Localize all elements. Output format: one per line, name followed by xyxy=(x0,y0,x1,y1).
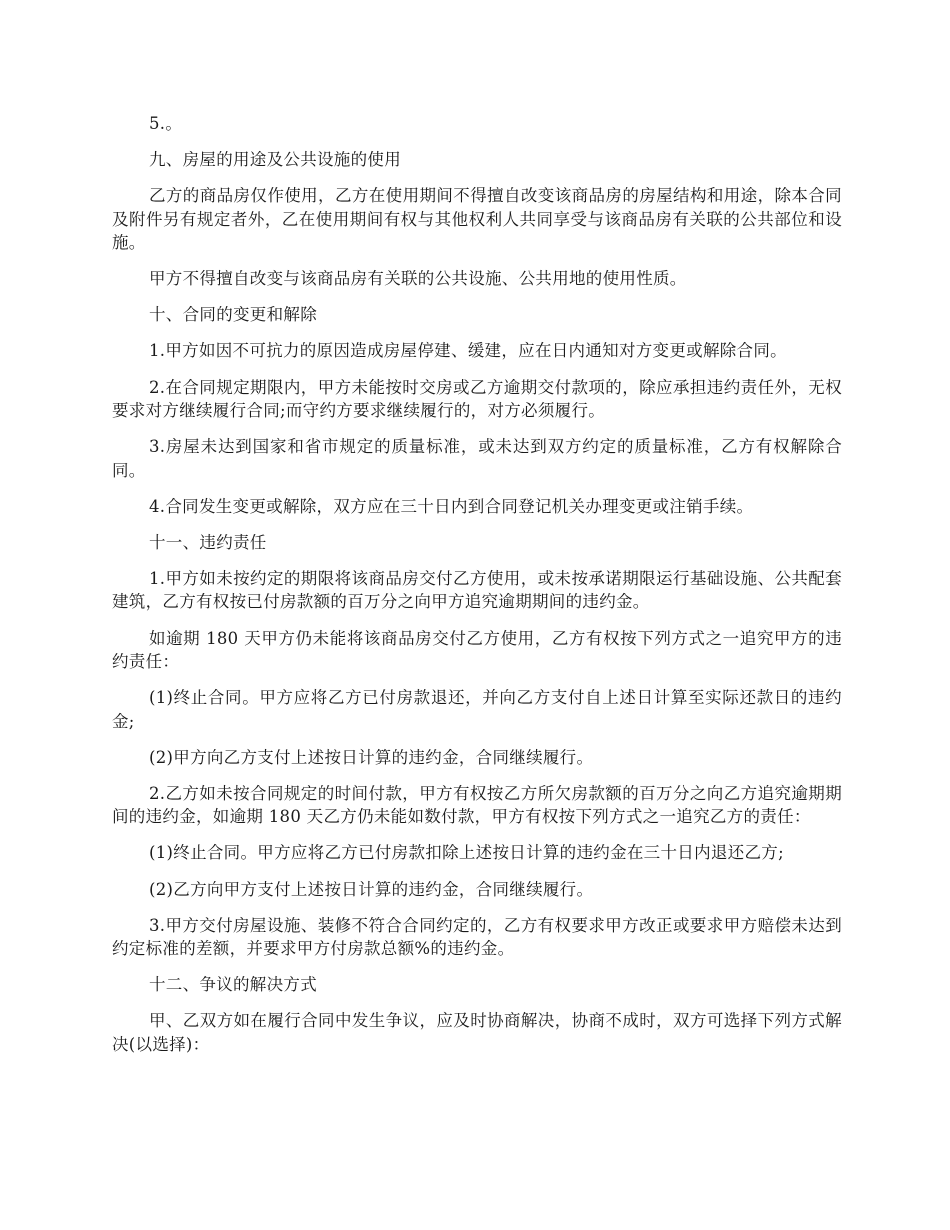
paragraph-dispute-resolution: 甲、乙双方如在履行合同中发生争议，应及时协商解决，协商不成时，双方可选择下列方式解决(以选择)： xyxy=(112,1011,842,1054)
paragraph-force-majeure: 1.甲方如因不可抗力的原因造成房屋停建、缓建，应在日内通知对方变更或解除合同。 xyxy=(149,341,787,361)
paragraph-item-number: 5.。 xyxy=(149,114,183,133)
paragraph-breach-in-term: 2.在合同规定期限内，甲方未能按时交房或乙方逾期交付款项的，除应承担违约责任外，无权要求对方继续履行合同;而守约方要求继续履行的，对方必须履行。 xyxy=(112,377,842,421)
paragraph-public-facilities: 甲方不得擅自改变与该商品房有关联的公共设施、公共用地的使用性质。 xyxy=(149,269,687,289)
paragraph-seller-option-1: (1)终止合同。甲方应将乙方已付房款退还，并向乙方支付自上述日计算至实际还款日的违约金; xyxy=(112,688,842,731)
paragraph-facility-nonconformance: 3.甲方交付房屋设施、装修不符合合同约定的，乙方有权要求甲方改正或要求甲方赔偿未达到约定标准的差额，并要求甲方付房款总额%的违约金。 xyxy=(112,915,842,959)
paragraph-buyer-option-1: (1)终止合同。甲方应将乙方已付房款扣除上述按日计算的违约金在三十日内退还乙方; xyxy=(149,843,784,863)
document-body xyxy=(112,112,842,1069)
paragraph-buyer-option-2: (2)乙方向甲方支付上述按日计算的违约金，合同继续履行。 xyxy=(149,879,594,899)
paragraph-registration: 4.合同发生变更或解除，双方应在三十日内到合同登记机关办理变更或注销手续。 xyxy=(149,496,754,516)
paragraph-seller-delay: 1.甲方如未按约定的期限将该商品房交付乙方使用，或未按承诺期限运行基础设施、公共配套建筑，乙方有权按已付房款额的百万分之向甲方追究逾期期间的违约金。 xyxy=(112,568,842,612)
paragraph-quality-standard: 3.房屋未达到国家和省市规定的质量标准，或未达到双方约定的质量标准，乙方有权解除合同。 xyxy=(112,437,842,480)
paragraph-seller-overdue-180: 如逾期 180 天甲方仍未能将该商品房交付乙方使用，乙方有权按下列方式之一追究甲方的违约责任： xyxy=(112,628,842,672)
section-heading-change-termination: 十、合同的变更和解除 xyxy=(149,305,317,325)
section-heading-usage: 九、房屋的用途及公共设施的使用 xyxy=(149,150,401,170)
section-heading-dispute: 十二、争议的解决方式 xyxy=(149,975,317,995)
section-heading-liability: 十一、违约责任 xyxy=(149,532,267,552)
paragraph-seller-option-2: (2)甲方向乙方支付上述按日计算的违约金，合同继续履行。 xyxy=(149,747,594,767)
paragraph-usage-restriction: 乙方的商品房仅作使用，乙方在使用期间不得擅自改变该商品房的房屋结构和用途，除本合同及附件另有规定者外，乙在使用期间有权与其他权利人共同享受与该商品房有关联的公共部位和设施。 xyxy=(112,186,842,253)
paragraph-buyer-late-payment: 2.乙方如未按合同规定的时间付款，甲方有权按乙方所欠房款额的百万分之向乙方追究逾期期间的违约金，如逾期 180 天乙方仍未能如数付款，甲方有权按下列方式之一追究乙方的责任： xyxy=(112,783,842,827)
